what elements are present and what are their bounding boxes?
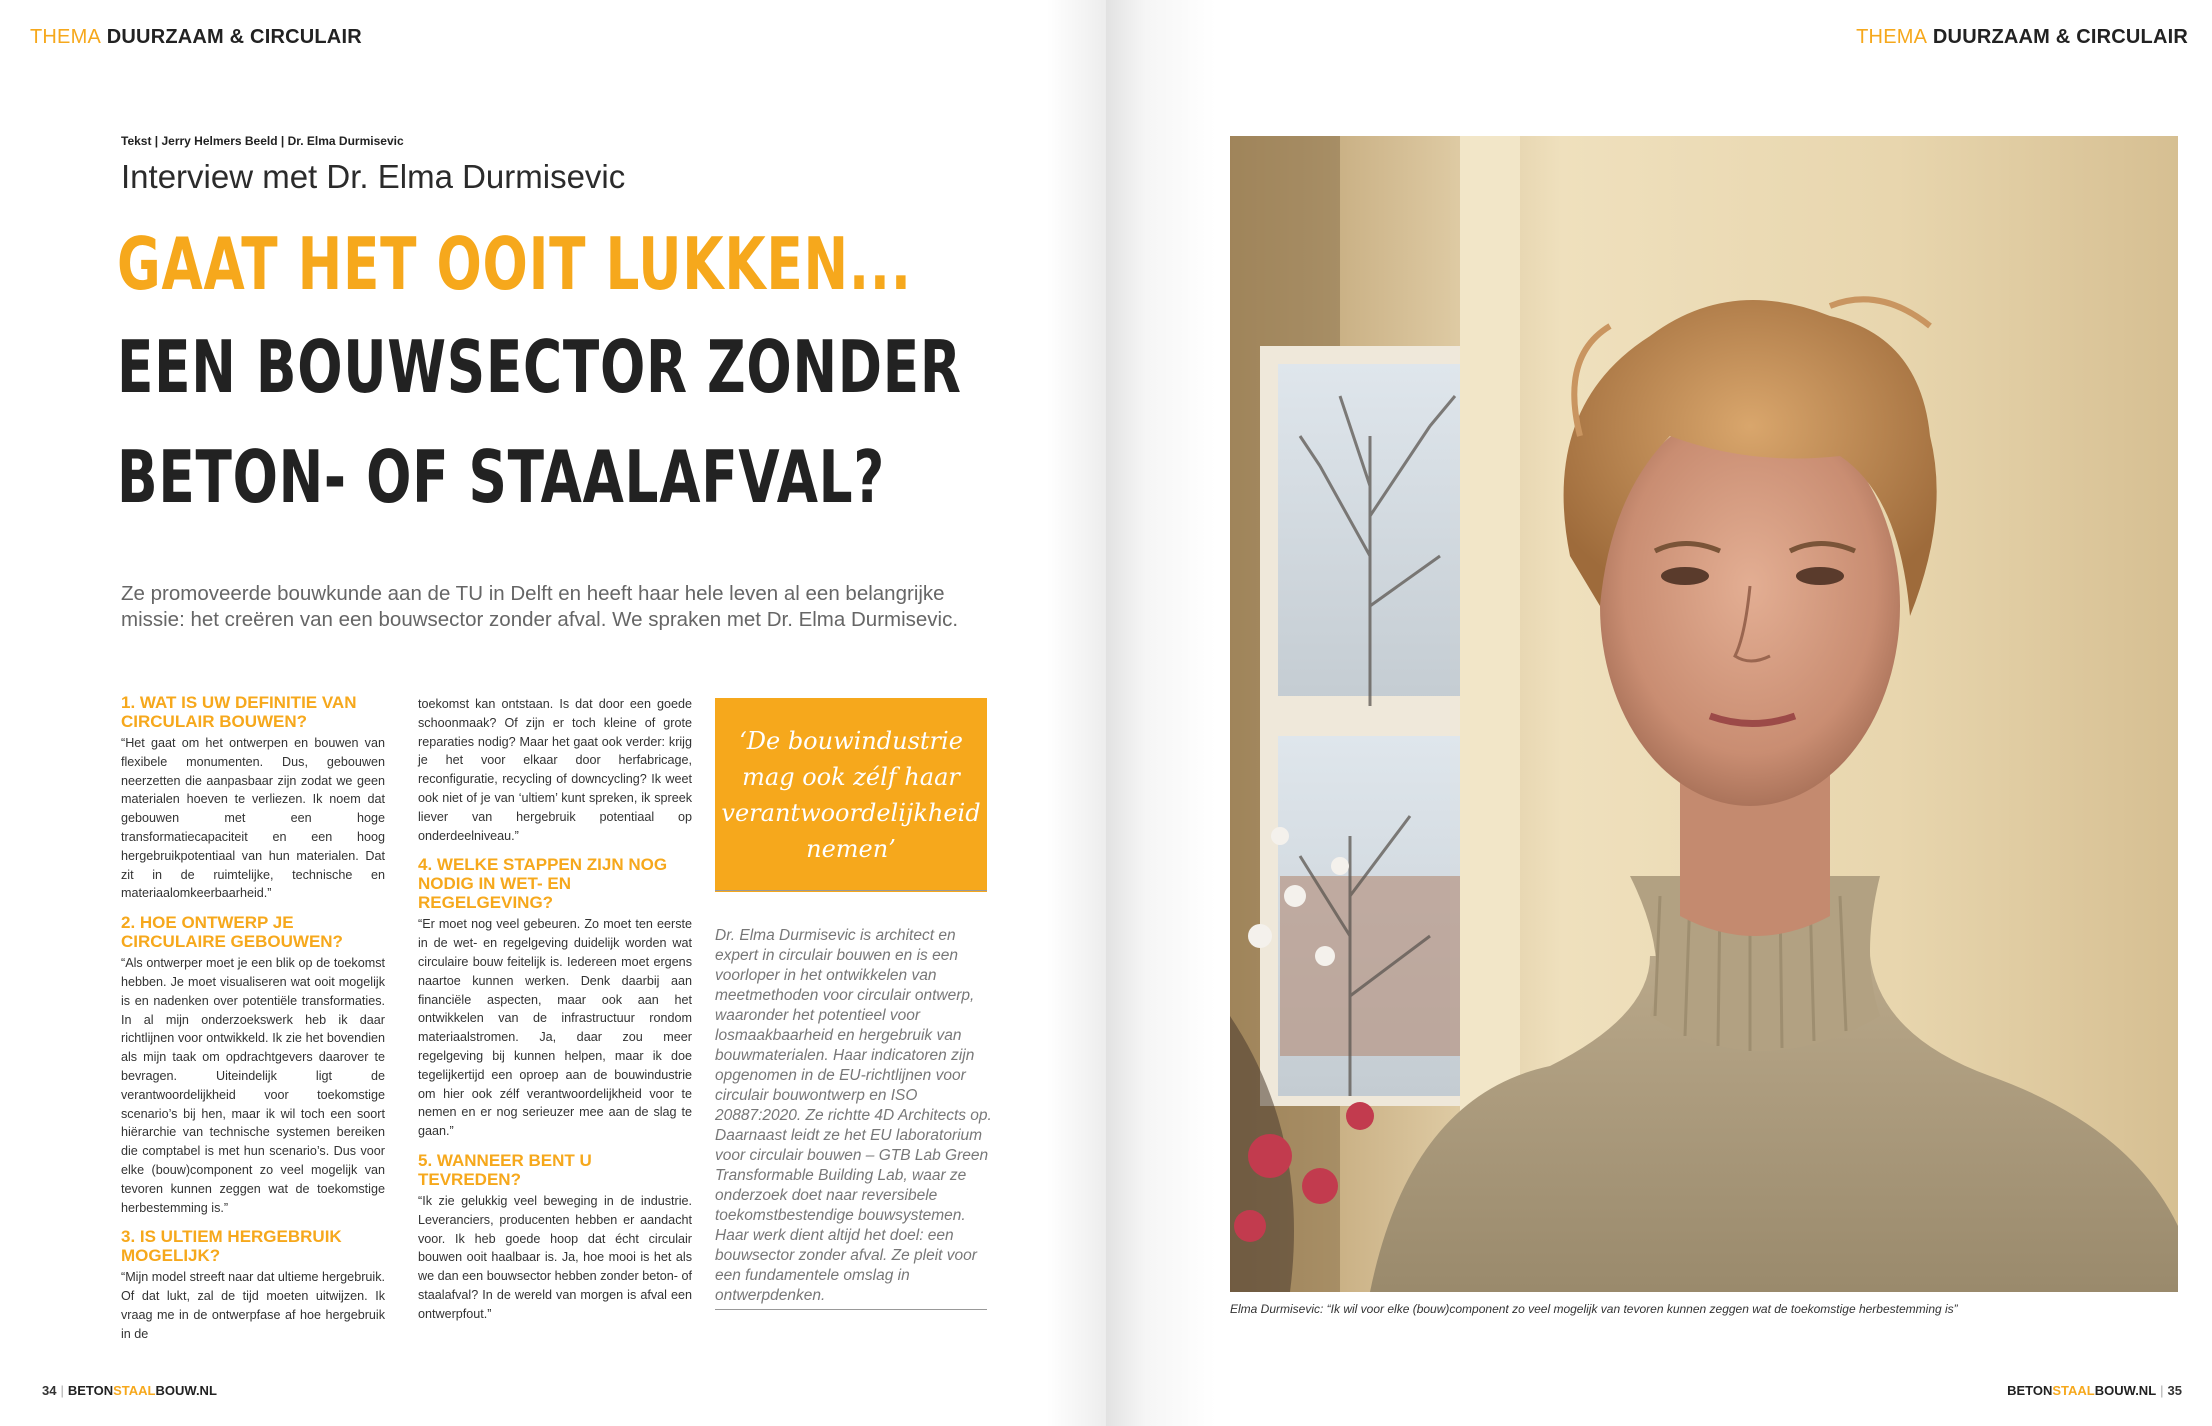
section-title: DUURZAAM & CIRCULAIR [1932, 26, 2188, 48]
section-header [30, 26, 362, 49]
section-label: THEMA [1856, 26, 1928, 48]
page-number: 35 [2167, 1383, 2182, 1398]
section-label: THEMA [30, 26, 101, 48]
portrait-photo [1230, 136, 2178, 1292]
answer-3: “Mijn model streeft naar dat ultieme hergebruik. Of dat lukt, zal de tijd moeten uitwijzen. Ik vraag me in de ontwerpfase af hoe hergebruik in de [121, 1270, 385, 1341]
divider [715, 1309, 987, 1310]
question-4: 4. WELKE STAPPEN ZIJN NOG NODIG IN WET- EN REGELGEVING? [418, 855, 668, 913]
site-logo-part: BOUW.NL [2094, 1383, 2157, 1398]
site-logo-part: BETON [67, 1383, 114, 1398]
section-title: DUURZAAM & CIRCULAIR [106, 26, 362, 48]
headline-line-2: EEN BOUWSECTOR ZONDER [117, 325, 962, 409]
headline-line-1: GAAT HET OOIT LUKKEN... [117, 222, 912, 306]
site-logo-part: STAAL [113, 1383, 156, 1398]
headline-line-3: BETON- OF STAALAFVAL? [117, 435, 886, 519]
site-logo-part: BETON [2007, 1383, 2053, 1398]
text-column-2 [418, 695, 692, 1324]
answer-3-continued: toekomst kan ontstaan. Is dat door een goede schoonmaak? Of zijn er toch kleine of grote reparaties nodig? Maar het gaat ook verder: krijg je het voor elkaar door herfabricage, reconfiguratie, recycling of downcycling? Ik weet ook niet of je van ‘ultiem’ kunt spreken, ik spreek liever van hergebruik potentiaal op onderdeelniveau.” [418, 697, 692, 843]
site-logo-part: STAAL [2052, 1383, 2095, 1398]
article-credits: Tekst | Jerry Helmers Beeld | Dr. Elma Durmisevic [121, 134, 404, 148]
pull-quote [715, 698, 987, 892]
answer-4: “Er moet nog veel gebeuren. Zo moet ten eerste in de wet- en regelgeving duidelijk worden wat circulaire bouw feitelijk is. Iedereen moet ergens naartoe kunnen werken. Denk daarbij aan financiële aspecten, maar ook aan het ontwikkelen van de infrastructuur rondom materiaalstromen. Ja, daar zou meer regelgeving bij kunnen helpen, maar ik doe tegelijkertijd een oproep aan de bouwindustrie om hier ook zélf verantwoordelijkheid voor te nemen en er nog serieuzer mee aan de slag te gaan.” [418, 917, 692, 1139]
answer-5: “Ik zie gelukkig veel beweging in de industrie. Leveranciers, producenten hebben er aandacht voor. Ik heb goede hoop dat écht circulair bouwen ooit haalbaar is. Ja, hoe mooi is het als we dan een bouwsector hebben zonder beton- of staalafval? In de wereld van morgen is afval een ontwerpfout.” [418, 1193, 692, 1321]
section-header [1856, 26, 2188, 49]
article-subtitle: Interview met Dr. Elma Durmisevic [121, 158, 626, 195]
question-3: 3. IS ULTIEM HERGEBRUIK MOGELIJK? [121, 1227, 342, 1266]
question-2: 2. HOE ONTWERP JE CIRCULAIRE GEBOUWEN? [121, 913, 343, 952]
answer-1: “Het gaat om het ontwerpen en bouwen van flexibele monumenten. Dus, gebouwen neerzetten die aanpasbaar zijn zodat we geen materialen hoeven te verliezen. Ik noem dat gebouwen met een hoge transformatiecapaciteit en een hoog hergebruikpotentiaal van hun materialen. Dat zit in de ruimtelijke, technische en materiaalomkeerbaarheid.” [121, 736, 385, 901]
question-1: 1. WAT IS UW DEFINITIE VAN CIRCULAIR BOUWEN? [121, 693, 357, 731]
pull-quote-text: ‘De bouwindustrie mag ook zélf haar verantwoordelijkheid nemen’ [721, 727, 981, 863]
site-logo-part: BOUW.NL [155, 1383, 217, 1398]
answer-2: “Als ontwerper moet je een blik op de toekomst hebben. Je moet visualiseren wat ooit mogelijk is en nadenken over potentiële transformaties. In al mijn onderzoekswerk heb ik daar richtlijnen voor ontwikkeld. Ik zie het bovendien als mijn taak om opdrachtgevers daarover te bevragen. Uiteindelijk ligt de verantwoordelijkheid voor toekomstige scenario’s bij hen, maar ik wil toch een soort hiërarchie van technische systemen bereiken die comptabel is met hun scenario’s. Dus voor elke (bouw)component zo veel mogelijk van tevoren kunnen zeggen wat de toekomstige herbestemming is.” [121, 956, 385, 1215]
divider [715, 890, 987, 891]
question-5: 5. WANNEER BENT U TEVREDEN? [418, 1150, 592, 1189]
author-bio: Dr. Elma Durmisevic is architect en expert in circulair bouwen en is een voorloper in het ontwikkelen van meetmethoden voor circulair ontwerp, waaronder het potentieel voor losmaakbaarheid en hergebruik van bouwmaterialen. Haar indicatoren zijn opgenomen in de EU-richtlijnen voor circulair bouwontwerp en ISO 20887:2020. Ze richtte 4D Architects op. Daarnaast leidt ze het EU laboratorium voor circulair bouwen – GTB Lab Green Transformable Building Lab, waar ze onderzoek doet naar reversibele toekomstbestendige bouwsystemen. Haar werk dient altijd het doel: een bouwsector zonder afval. Ze pleit voor een fundamentele omslag in ontwerpdenken. [715, 927, 992, 1304]
page-footer: 34 | BETONSTAALBOUW.NL [42, 1383, 217, 1398]
article-intro: Ze promoveerde bouwkunde aan de TU in Delft en heeft haar hele leven al een belangrijke missie: het creëren van een bouwsector zonder afval. We spraken met Dr. Elma Durmisevic. [121, 582, 959, 631]
portrait-illustration [1230, 136, 2178, 1292]
photo-caption: Elma Durmisevic: “Ik wil voor elke (bouw)component zo veel mogelijk van tevoren kunnen zeggen wat de toekomstige herbestemming is” [1230, 1302, 1958, 1316]
page-number: 34 [42, 1383, 57, 1398]
page-footer: BETONSTAALBOUW.NL | 35 [2007, 1383, 2182, 1398]
text-column-1 [121, 693, 385, 1344]
right-page [1106, 0, 2212, 1426]
